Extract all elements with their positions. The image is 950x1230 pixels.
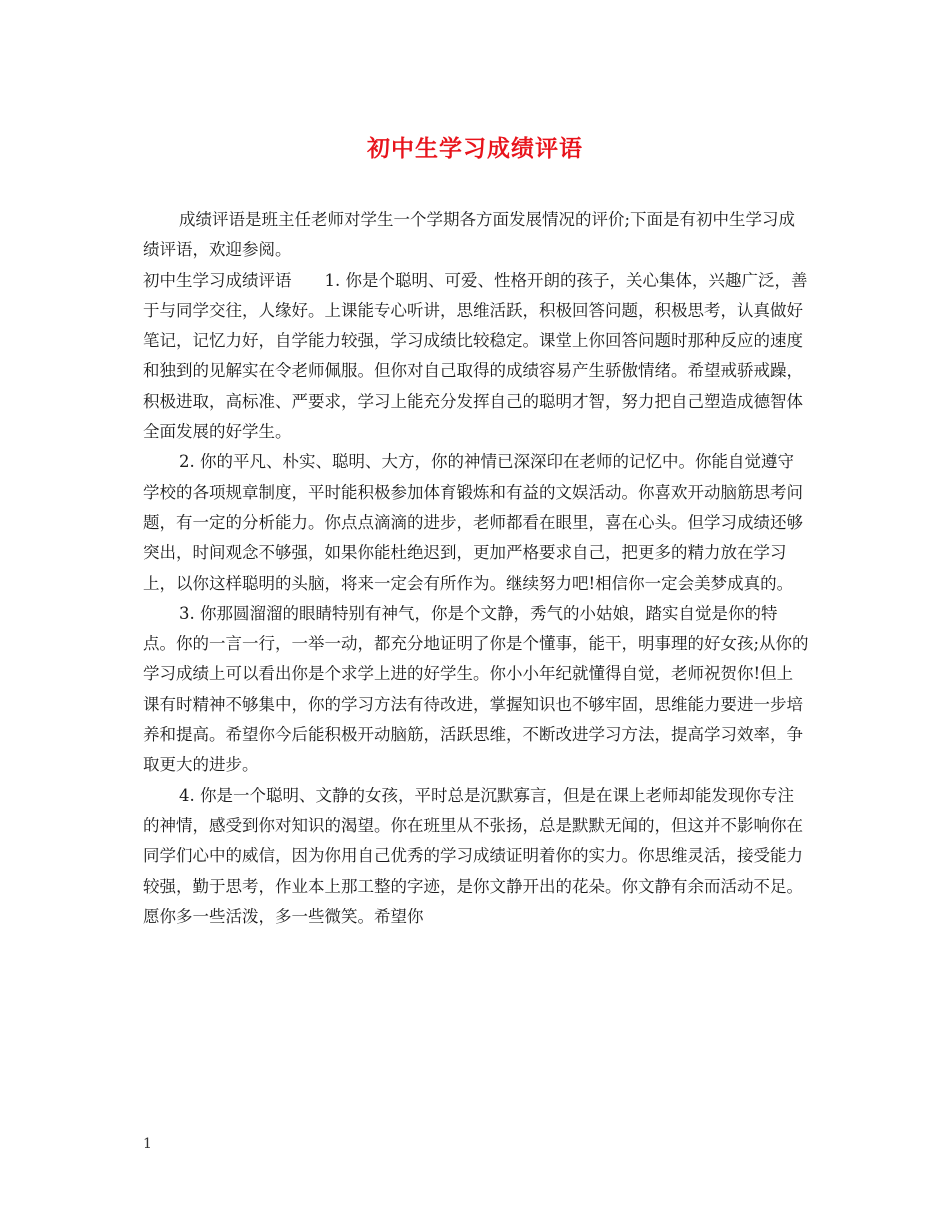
intro-paragraph: 成绩评语是班主任老师对学生一个学期各方面发展情况的评价;下面是有初中生学习成绩评语，欢迎参阅。	[143, 210, 796, 260]
page-number: 1	[143, 1136, 152, 1152]
document-title: 初中生学习成绩评语	[367, 135, 583, 162]
comment-paragraph-4: 4. 你是一个聪明、文静的女孩，平时总是沉默寡言，但是在课上老师却能发现你专注的神情，感受到你对知识的渴望。你在班里从不张扬，总是默默无闻的，但这并不影响你在同学们心中的威信，因为你用自己优秀的学习成绩证明着你的实力。你思维灵活，接受能力较强，勤于思考，作业本上那工整的字迹，是你文静开出的花朵。你文静有余而活动不足。愿你多一些活泼，多一些微笑。希望你	[143, 785, 803, 926]
comment-paragraph-1: 初中生学习成绩评语 1. 你是个聪明、可爱、性格开朗的孩子，关心集体，兴趣广泛，善于与同学交往，人缘好。上课能专心听讲，思维活跃，积极回答问题，积极思考，认真做好笔记，记忆力好，自学能力较强，学习成绩比较稳定。课堂上你回答问题时那种反应的速度和独到的见解实在令老师佩服。但你对自己取得的成绩容易产生骄傲情绪。希望戒骄戒躁，积极进取，高标准、严要求，学习上能充分发挥自己的聪明才智，努力把自己塑造成德智体全面发展的好学生。	[143, 270, 808, 442]
comment-paragraph-3: 3. 你那圆溜溜的眼睛特别有神气，你是个文静，秀气的小姑娘，踏实自觉是你的特点。你的一言一行，一举一动，都充分地证明了你是个懂事，能干，明事理的好女孩;从你的学习成绩上可以看出你是个求学上进的好学生。你小小年纪就懂得自觉，老师祝贺你!但上课有时精神不够集中，你的学习方法有待改进，掌握知识也不够牢固，思维能力要进一步培养和提高。希望你今后能积极开动脑筋，活跃思维，不断改进学习方法，提高学习效率，争取更大的进步。	[143, 603, 809, 775]
comment-paragraph-2: 2. 你的平凡、朴实、聪明、大方，你的神情已深深印在老师的记忆中。你能自觉遵守学校的各项规章制度，平时能积极参加体育锻炼和有益的文娱活动。你喜欢开动脑筋思考问题，有一定的分析能力。你点点滴滴的进步，老师都看在眼里，喜在心头。但学习成绩还够突出，时间观念不够强，如果你能杜绝迟到，更加严格要求自己，把更多的精力放在学习上，以你这样聪明的头脑，将来一定会有所作为。继续努力吧!相信你一定会美梦成真的。	[143, 452, 803, 593]
document-body	[143, 205, 809, 932]
